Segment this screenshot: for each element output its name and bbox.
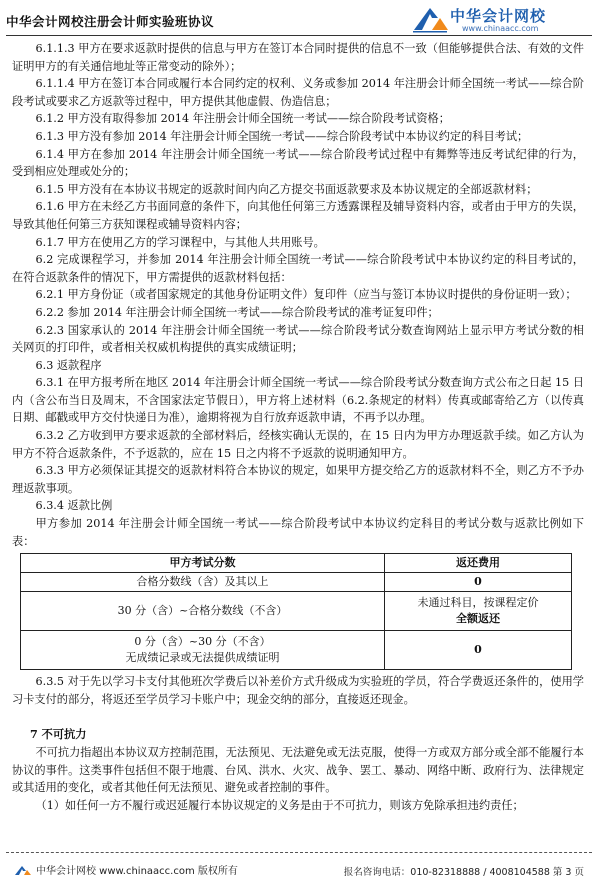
table-cell: [385, 592, 572, 631]
table-cell: 0: [385, 631, 572, 670]
clause-6-1-1-3: 6.1.1.3 甲方在要求返款时提供的信息与甲方在签订本合同时提供的信息不一致（但能够提供合法、有效的文件证明甲方的有关通信地址等正常变动的除外）；: [12, 42, 584, 73]
table-cell: 合格分数线（含）及其以上: [21, 573, 385, 592]
table-cell-line: 全额返还: [456, 612, 500, 626]
clause-6-2-3: 6.2.3 国家承认的 2014 年注册会计师全国统一考试——综合阶段考试分数查询网站上显示甲方考试分数的相关网页的打印件，或者相关权威机构提供的真实成绩证明；: [12, 323, 584, 355]
table-cell-line: 未通过科目，按课程定价: [417, 596, 539, 610]
table-header-score: 甲方考试分数: [21, 554, 385, 573]
table-cell: [21, 631, 385, 670]
table-header-row: [21, 554, 572, 573]
section-7-item-1: （1）如任何一方不履行或迟延履行本协议规定的义务是由于不可抗力，则该方免除承担违约责任；: [35, 798, 524, 812]
table-row: [21, 592, 572, 631]
clause-6-2: 6.2 完成课程学习，并参加 2014 年注册会计师全国统一考试——综合阶段考试中本协议约定的科目考试的，在符合返款条件的情况下，甲方需提供的返款材料包括：: [12, 253, 584, 284]
section-7-title: 7 不可抗力: [30, 727, 87, 742]
refund-table: [20, 553, 572, 670]
logo-url: www.chinaacc.com: [462, 24, 539, 33]
clause-6-3-3: 6.3.3 甲方必须保证其提交的返款材料符合本协议的规定，如果甲方提交给乙方的返款材料不全，则乙方不予办理返款事项。: [12, 464, 584, 495]
table-row: [21, 631, 572, 670]
logo-name: 中华会计网校: [450, 7, 547, 25]
footer-copyright-text: 中华会计网校 www.chinaacc.com 版权所有: [36, 866, 238, 877]
clause-6-1-6: 6.1.6 甲方在未经乙方书面同意的条件下，向其他任何第三方透露课程及辅导资料内容，或者由于甲方的失误，导致其他任何第三方获知课程或辅导资料内容；: [12, 200, 584, 231]
clause-6-1-2: 6.1.2 甲方没有取得参加 2014 年注册会计师全国统一考试——综合阶段考试资格；: [35, 112, 450, 126]
logo-icon: [14, 864, 32, 876]
clause-6-3-5: 6.3.5 对于先以学习卡支付其他班次学费后以补差价方式升级成为实验班的学员，符合学费返还条件的，使用学习卡支付的部分，将返还至学员学习卡账户中；现金交纳的部分，直接返还现金。: [12, 675, 584, 706]
section-7-paragraph: 不可抗力指超出本协议双方控制范围，无法预见、无法避免或无法克服，使得一方或双方部分或全部不能履行本协议的事件。这类事件包括但不限于地震、台风、洪水、火灾、战争、罢工、暴动、网络中断、政府行为、法律规定或其适用的变化，或者其他任何无法预见、避免或者控制的事件。: [12, 746, 584, 795]
table-intro: 甲方参加 2014 年注册会计师全国统一考试——综合阶段考试中本协议约定科目的考试分数与返款比例如下表：: [12, 517, 584, 548]
document-body: [12, 40, 584, 814]
clause-6-1-5: 6.1.5 甲方没有在本协议书规定的返款时间内向乙方提交书面返款要求及本协议规定的全部返款材料；: [35, 182, 538, 196]
clause-6-3: 6.3 返款程序: [35, 358, 102, 372]
table-row: [21, 573, 572, 592]
logo: [410, 4, 580, 34]
page-header: [0, 0, 598, 40]
clause-6-1-1-4: 6.1.1.4 甲方在签订本合同或履行本合同约定的权利、义务或参加 2014 年注册会计师全国统一考试——综合阶段考试或要求乙方返款等过程中，甲方提供其他虚假、伪造信息；: [12, 77, 584, 108]
table-header-refund: 返还费用: [385, 554, 572, 573]
table-cell: 0: [385, 573, 572, 592]
table-cell-line: 0 分（含）~30 分（不含）: [134, 635, 271, 649]
clause-6-2-1: 6.2.1 甲方身份证（或者国家规定的其他身份证明文件）复印件（应当与签订本协议时提供的身份证明一致）；: [35, 288, 577, 302]
table-cell: 30 分（含）~合格分数线（不含）: [21, 592, 385, 631]
clause-6-1-7: 6.1.7 甲方在使用乙方的学习课程中，与其他人共用账号。: [35, 235, 325, 249]
clause-6-3-2: 6.3.2 乙方收到甲方要求返款的全部材料后，经核实确认无误的，在 15 日内为甲方办理返款手续。如乙方认为甲方不符合返款条件，不予返款的，应在 15 日之内将不予返款的说明通知甲方。: [12, 429, 584, 460]
clause-6-3-1: 6.3.1 在甲方报考所在地区 2014 年注册会计师全国统一考试——综合阶段考试分数查询方式公布之日起 15 日内（含公布当日及周末，不含国家法定节假日），甲方将上述材料（6.2.条规定的材料）传真或邮寄给乙方（以传真日期、邮戳或甲方交付快递日为准），逾期将视为自行放弃返款申请，不再予以办理。: [12, 376, 584, 425]
document-title: 中华会计网校注册会计师实验班协议: [6, 14, 215, 29]
footer-divider: [6, 852, 592, 853]
logo-icon: [410, 4, 450, 34]
header-divider: [6, 35, 592, 36]
clause-6-1-4: 6.1.4 甲方在参加 2014 年注册会计师全国统一考试——综合阶段考试过程中有舞弊等违反考试纪律的行为，受到相应处理或处分的；: [12, 147, 584, 179]
clause-6-2-2: 6.2.2 参加 2014 年注册会计师全国统一考试——综合阶段考试的准考证复印件；: [35, 305, 439, 319]
footer-copyright: [14, 862, 238, 877]
clause-6-1-3: 6.1.3 甲方没有参加 2014 年注册会计师全国统一考试——综合阶段考试中本协议约定的科目考试；: [35, 129, 529, 143]
table-cell-line: 无成绩记录或无法提供成绩证明: [125, 651, 280, 665]
clause-6-3-4: 6.3.4 返款比例: [35, 499, 113, 513]
footer-contact: 报名咨询电话：010-82318888 / 4008104588 第 3 页: [343, 867, 584, 878]
